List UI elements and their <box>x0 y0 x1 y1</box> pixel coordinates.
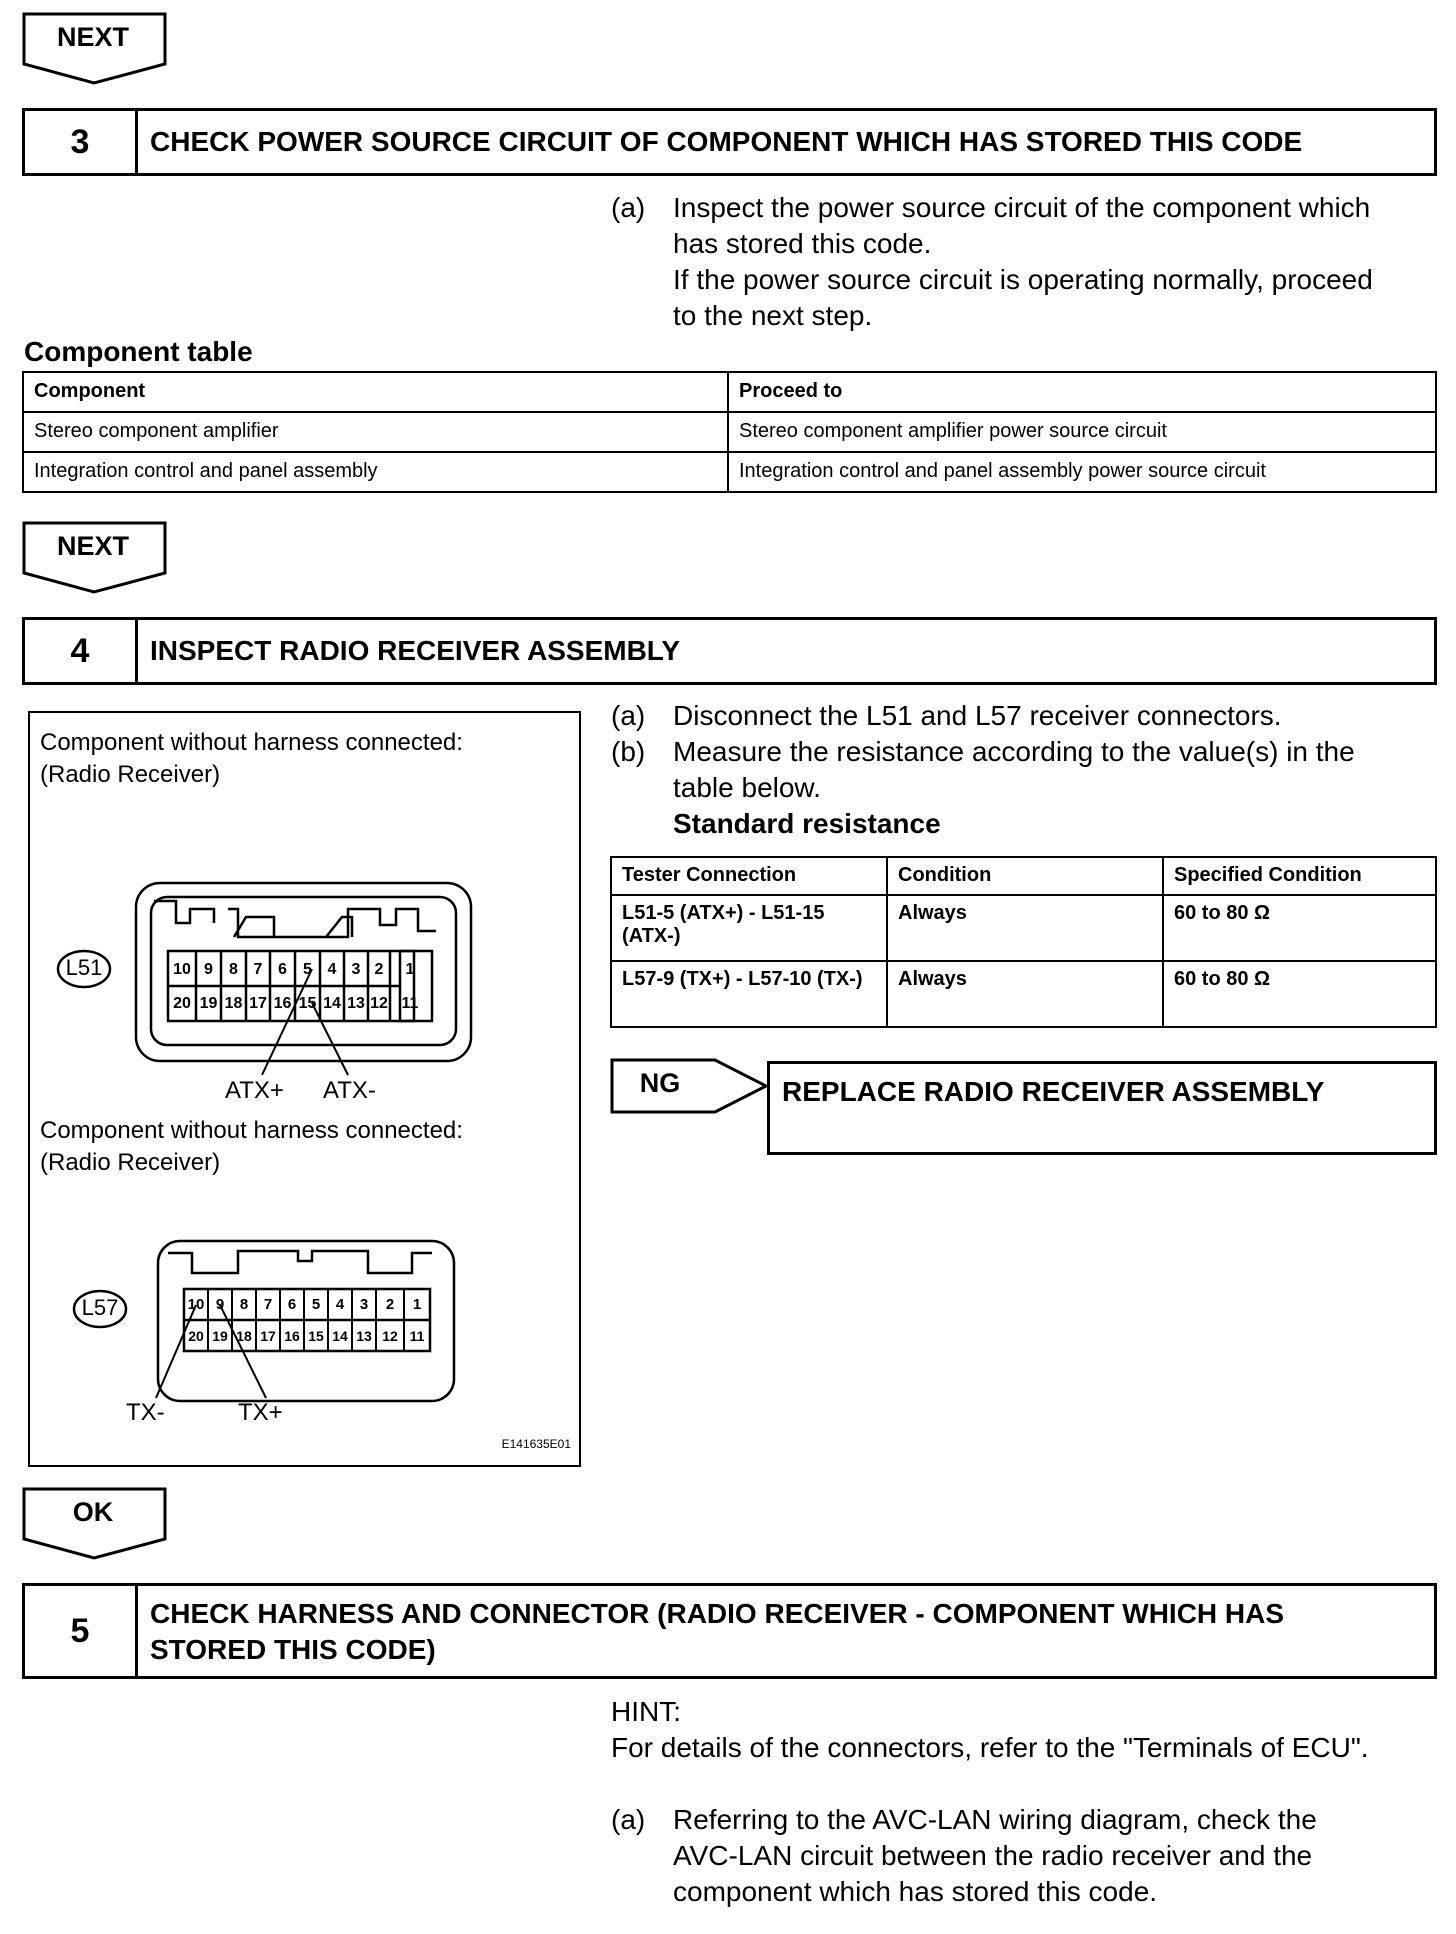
pin-label: 3 <box>359 1296 369 1313</box>
pin-label: 17 <box>249 995 267 1012</box>
pin-label: 16 <box>284 1328 300 1344</box>
component-table-title: Component table <box>24 336 253 367</box>
pin-label: 5 <box>303 961 312 978</box>
item-letter: (a) <box>611 1804 646 1835</box>
atx-minus-label: ATX- <box>323 1077 376 1104</box>
next-tag <box>22 521 168 595</box>
pin-label: 10 <box>187 1296 205 1313</box>
pin-label: 9 <box>204 961 213 978</box>
text-line: Inspect the power source circuit of the component which <box>673 192 1371 223</box>
pin-label: 8 <box>239 1296 249 1313</box>
table-cell: Stereo component amplifier power source circuit <box>728 412 1436 452</box>
hint-text: For details of the connectors, refer to the "Terminals of ECU". <box>611 1732 1369 1763</box>
pin-label: 14 <box>323 995 341 1012</box>
instruction-text <box>673 190 1373 334</box>
step-5-instruction-a <box>611 1802 1441 1910</box>
ng-label: NG <box>639 1068 681 1098</box>
pin-label: 4 <box>335 1296 345 1313</box>
pin-label: 3 <box>351 961 361 978</box>
component-table <box>22 371 1437 493</box>
resistance-table <box>610 856 1437 1028</box>
item-letter: (b) <box>611 736 646 767</box>
step-4-instruction-a <box>611 698 1441 734</box>
connector-label-l57: L57 <box>81 1295 119 1320</box>
step-number: 4 <box>25 620 138 682</box>
pin-label: 11 <box>409 1328 425 1344</box>
text-line: table below. <box>673 772 821 803</box>
table-header-row <box>611 857 1436 895</box>
pin-label: 15 <box>308 1328 324 1344</box>
text-line: If the power source circuit is operating normally, proceed <box>673 264 1373 295</box>
next-tag <box>22 12 168 86</box>
caption-line: Component without harness connected: <box>40 729 463 756</box>
table-cell: Integration control and panel assembly power source circuit <box>728 452 1436 492</box>
text-line: Referring to the AVC-LAN wiring diagram, check the <box>673 1804 1317 1835</box>
ok-tag <box>22 1487 168 1561</box>
pin-label: 7 <box>263 1296 273 1313</box>
table-cell: Always <box>887 961 1163 1027</box>
instruction-text <box>673 734 1355 842</box>
pin-label: 2 <box>385 1296 395 1313</box>
hint-label: HINT: <box>611 1696 681 1727</box>
pin-label: 20 <box>188 1328 204 1344</box>
table-header: Proceed to <box>728 372 1436 412</box>
pin-label: 20 <box>173 995 191 1012</box>
pin-label: 6 <box>278 961 287 978</box>
pin-label: 18 <box>224 995 243 1012</box>
atx-plus-label: ATX+ <box>225 1077 284 1104</box>
instruction-text: Disconnect the L51 and L57 receiver connectors. <box>673 700 1282 731</box>
table-cell: 60 to 80 Ω <box>1163 895 1436 961</box>
step-5-header <box>22 1583 1437 1679</box>
pin-label: 8 <box>229 961 238 978</box>
pin-label: 7 <box>253 961 263 978</box>
table-cell: L57-9 (TX+) - L57-10 (TX-) <box>611 961 887 1027</box>
connector-label-l51: L51 <box>65 955 103 980</box>
table-header: Tester Connection <box>611 857 887 895</box>
pin-label: 5 <box>311 1296 321 1313</box>
title-line: STORED THIS CODE) <box>150 1634 436 1665</box>
caption-line: (Radio Receiver) <box>40 1149 221 1176</box>
table-header-row <box>23 372 1436 412</box>
ng-tag <box>610 1058 770 1116</box>
table-row <box>611 895 1436 961</box>
ng-action-box: REPLACE RADIO RECEIVER ASSEMBLY <box>767 1061 1437 1155</box>
pin-label: 12 <box>370 995 388 1012</box>
pin-label: 11 <box>401 995 419 1012</box>
step-3-instruction-a <box>611 190 1441 334</box>
ok-label: OK <box>72 1497 114 1527</box>
table-cell: L51-5 (ATX+) - L51-15 (ATX-) <box>611 895 887 961</box>
table-cell: Always <box>887 895 1163 961</box>
pin-label: 4 <box>327 961 337 978</box>
table-cell: Integration control and panel assembly <box>23 452 728 492</box>
pin-label: 13 <box>347 995 365 1012</box>
table-header: Condition <box>887 857 1163 895</box>
item-letter: (a) <box>611 700 646 731</box>
table-cell: 60 to 80 Ω <box>1163 961 1436 1027</box>
text-line: has stored this code. <box>673 228 932 259</box>
text-line: component which has stored this code. <box>673 1876 1158 1907</box>
step-title: INSPECT RADIO RECEIVER ASSEMBLY <box>150 635 681 666</box>
table-header: Specified Condition <box>1163 857 1436 895</box>
text-line: AVC-LAN circuit between the radio receiver and the <box>673 1840 1313 1871</box>
pin-label: 12 <box>382 1328 398 1344</box>
next-label: NEXT <box>56 531 129 561</box>
pin-label: 6 <box>287 1296 297 1313</box>
l51-pins-top <box>168 953 432 986</box>
connector-diagrams <box>30 713 583 1469</box>
next-label: NEXT <box>56 22 129 52</box>
pin-label: 13 <box>356 1328 372 1344</box>
text-line: to the next step. <box>673 300 873 331</box>
pin-label: 15 <box>298 995 317 1012</box>
pin-label: 10 <box>173 961 191 978</box>
pin-label: 16 <box>273 995 292 1012</box>
step-title: CHECK POWER SOURCE CIRCUIT OF COMPONENT WHICH HAS STORED THIS CODE <box>150 126 1303 157</box>
step-4-header <box>22 617 1437 685</box>
pin-label: 18 <box>236 1328 252 1344</box>
table-header: Component <box>23 372 728 412</box>
table-row <box>611 961 1436 1027</box>
step-5-hint <box>611 1694 1441 1766</box>
l57-pins-top <box>184 1290 430 1320</box>
tx-minus-label: TX- <box>126 1399 165 1426</box>
figure-caption <box>40 1115 463 1179</box>
pin-label: 19 <box>199 995 218 1012</box>
pin-label: 9 <box>215 1296 225 1313</box>
table-row <box>23 452 1436 492</box>
figure-id: E141635E01 <box>501 1437 571 1451</box>
l57-pins-bottom <box>184 1321 430 1351</box>
step-3-header <box>22 108 1437 176</box>
item-letter: (a) <box>611 192 646 223</box>
pin-label: 14 <box>332 1328 348 1344</box>
connector-figure <box>28 711 581 1467</box>
l51-pins-bottom <box>168 987 432 1020</box>
step-title <box>138 1586 1296 1676</box>
title-line: CHECK HARNESS AND CONNECTOR (RADIO RECEIVER - COMPONENT WHICH HAS <box>150 1598 1285 1629</box>
step-4-instruction-b <box>611 734 1441 842</box>
pin-label: 17 <box>260 1328 276 1344</box>
pin-label: 1 <box>412 1296 422 1313</box>
text-line: Measure the resistance according to the value(s) in the <box>673 736 1355 767</box>
caption-line: Component without harness connected: <box>40 1117 463 1144</box>
step-number: 5 <box>25 1586 138 1676</box>
pin-label: 1 <box>405 961 415 978</box>
pin-label: 19 <box>212 1328 228 1344</box>
table-row <box>23 412 1436 452</box>
caption-line: (Radio Receiver) <box>40 761 221 788</box>
tx-plus-label: TX+ <box>238 1399 283 1426</box>
step-number: 3 <box>25 111 138 173</box>
standard-resistance-title: Standard resistance <box>673 808 941 839</box>
table-cell: Stereo component amplifier <box>23 412 728 452</box>
pin-label: 2 <box>374 961 384 978</box>
instruction-text <box>673 1802 1317 1910</box>
